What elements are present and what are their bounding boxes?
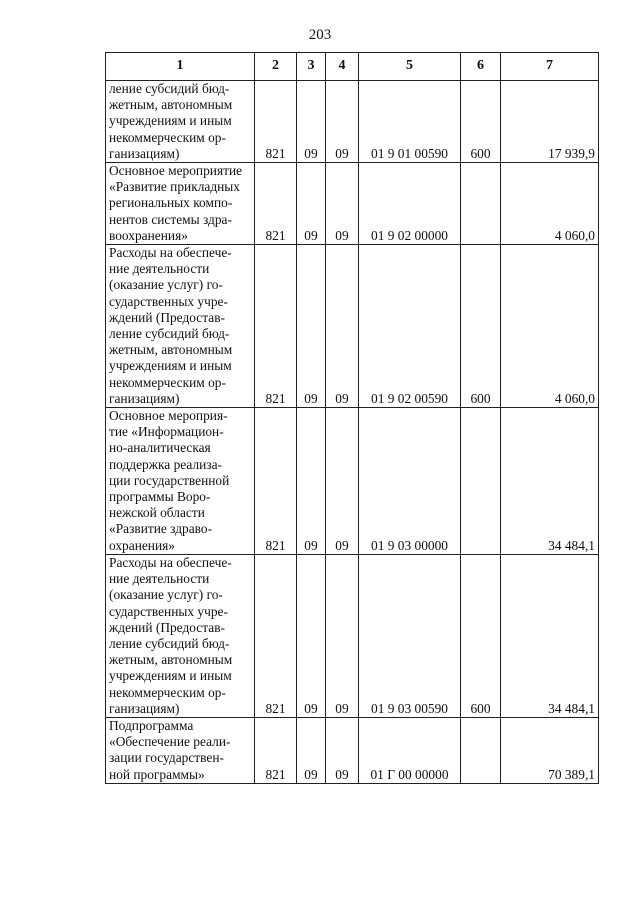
item-name-line: Основное мероприятие: [109, 163, 243, 179]
item-name-line: ной программы»: [109, 766, 205, 782]
amount-cell: 4 060,0: [501, 163, 599, 245]
subsection-code-cell: 09: [326, 408, 359, 555]
item-name-line: Основное мероприя-: [109, 408, 228, 424]
item-name-cell: [106, 163, 255, 245]
item-name-line: ние деятельности: [109, 261, 210, 277]
item-name-line: жетным, автономным: [109, 342, 233, 358]
ministry-code-cell: 821: [255, 245, 297, 408]
item-name-line: ганизациям): [109, 145, 180, 161]
target-item-code-cell: 01 9 03 00590: [359, 554, 461, 717]
item-name-line: но-аналитическая: [109, 440, 211, 456]
item-name-line: жетным, автономным: [109, 652, 233, 668]
section-code-cell: 09: [297, 81, 326, 163]
expense-type-code-cell: [461, 717, 501, 783]
amount-cell: 34 484,1: [501, 408, 599, 555]
item-name-line: ление субсидий бюд-: [109, 326, 230, 342]
item-name-line: некоммерческим ор-: [109, 374, 226, 390]
table-row: [106, 408, 599, 555]
expense-type-code-cell: [461, 408, 501, 555]
item-name-cell: [106, 554, 255, 717]
item-name-line: учреждениям и иным: [109, 113, 232, 129]
item-name-line: поддержка реализа-: [109, 456, 222, 472]
item-name-line: ганизациям): [109, 390, 180, 406]
item-name-line: Расходы на обеспече-: [109, 245, 232, 261]
subsection-code-cell: 09: [326, 245, 359, 408]
budget-table: [105, 52, 599, 784]
section-code-cell: 09: [297, 245, 326, 408]
item-name-line: программы Воро-: [109, 489, 211, 505]
amount-cell: 34 484,1: [501, 554, 599, 717]
item-name-line: (оказание услуг) го-: [109, 587, 223, 603]
target-item-code-cell: 01 9 02 00000: [359, 163, 461, 245]
item-name-line: учреждениям и иным: [109, 358, 232, 374]
column-header: 4: [326, 53, 359, 81]
ministry-code-cell: 821: [255, 554, 297, 717]
ministry-code-cell: 821: [255, 81, 297, 163]
section-code-cell: 09: [297, 163, 326, 245]
expense-type-code-cell: 600: [461, 554, 501, 717]
table-row: [106, 81, 599, 163]
expense-type-code-cell: 600: [461, 81, 501, 163]
ministry-code-cell: 821: [255, 717, 297, 783]
item-name-line: «Развитие прикладных: [109, 179, 241, 195]
subsection-code-cell: 09: [326, 163, 359, 245]
ministry-code-cell: 821: [255, 163, 297, 245]
item-name-line: воохранения»: [109, 227, 188, 243]
target-item-code-cell: 01 9 02 00590: [359, 245, 461, 408]
item-name-line: «Обеспечение реали-: [109, 734, 231, 750]
subsection-code-cell: 09: [326, 717, 359, 783]
item-name-line: некоммерческим ор-: [109, 129, 226, 145]
item-name-line: региональных компо-: [109, 195, 233, 211]
item-name-line: ганизациям): [109, 700, 180, 716]
section-code-cell: 09: [297, 717, 326, 783]
amount-cell: 4 060,0: [501, 245, 599, 408]
item-name-cell: [106, 81, 255, 163]
item-name-line: ждений (Предостав-: [109, 619, 225, 635]
item-name-line: нентов системы здра-: [109, 211, 232, 227]
header-row: [106, 53, 599, 81]
item-name-line: некоммерческим ор-: [109, 684, 226, 700]
item-name-line: (оказание услуг) го-: [109, 277, 223, 293]
table-row: [106, 245, 599, 408]
section-code-cell: 09: [297, 554, 326, 717]
item-name-line: нежской области: [109, 505, 205, 521]
column-header: 5: [359, 53, 461, 81]
item-name-line: Подпрограмма: [109, 717, 194, 733]
column-header: 7: [501, 53, 599, 81]
item-name-line: учреждениям и иным: [109, 668, 232, 684]
item-name-line: Расходы на обеспече-: [109, 554, 232, 570]
item-name-line: жетным, автономным: [109, 97, 233, 113]
subsection-code-cell: 09: [326, 81, 359, 163]
item-name-line: тие «Информацион-: [109, 424, 224, 440]
amount-cell: 70 389,1: [501, 717, 599, 783]
item-name-line: сударственных учре-: [109, 603, 228, 619]
column-header: 3: [297, 53, 326, 81]
section-code-cell: 09: [297, 408, 326, 555]
item-name-line: ции государственной: [109, 472, 230, 488]
column-header: 1: [106, 53, 255, 81]
item-name-line: ждений (Предостав-: [109, 309, 225, 325]
item-name-line: ление субсидий бюд-: [109, 635, 230, 651]
table-row: [106, 717, 599, 783]
item-name-line: ние деятельности: [109, 571, 210, 587]
item-name-line: зации государствен-: [109, 750, 224, 766]
expense-type-code-cell: 600: [461, 245, 501, 408]
table-row: [106, 554, 599, 717]
page-number: 203: [308, 27, 332, 43]
subsection-code-cell: 09: [326, 554, 359, 717]
item-name-cell: [106, 245, 255, 408]
column-header: 2: [255, 53, 297, 81]
item-name-cell: [106, 408, 255, 555]
target-item-code-cell: 01 9 01 00590: [359, 81, 461, 163]
target-item-code-cell: 01 9 03 00000: [359, 408, 461, 555]
ministry-code-cell: 821: [255, 408, 297, 555]
item-name-line: охранения»: [109, 537, 175, 553]
column-header: 6: [461, 53, 501, 81]
target-item-code-cell: 01 Г 00 00000: [359, 717, 461, 783]
expense-type-code-cell: [461, 163, 501, 245]
item-name-line: «Развитие здраво-: [109, 521, 213, 537]
amount-cell: 17 939,9: [501, 81, 599, 163]
item-name-line: сударственных учре-: [109, 293, 228, 309]
table-row: [106, 163, 599, 245]
item-name-line: ление субсидий бюд-: [109, 81, 230, 96]
item-name-cell: [106, 717, 255, 783]
